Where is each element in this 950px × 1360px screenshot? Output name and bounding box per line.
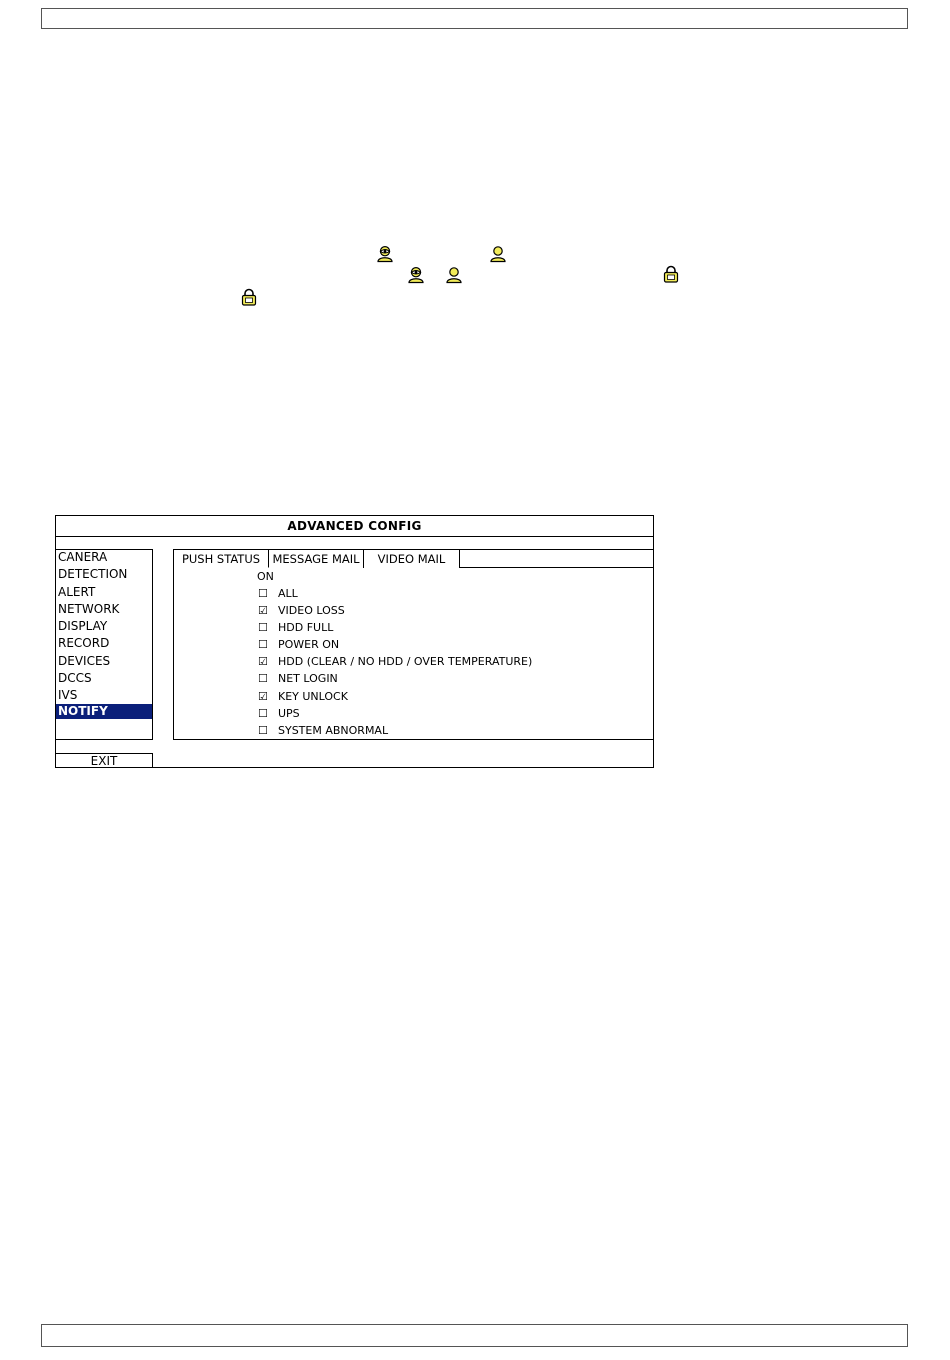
- page-header-bar: [41, 8, 908, 29]
- notify-option-row: [258, 723, 388, 739]
- notify-panel: [173, 549, 654, 740]
- notify-option-row: [258, 654, 532, 670]
- tab-video-mail[interactable]: VIDEO MAIL: [364, 550, 460, 568]
- option-label: SYSTEM ABNORMAL: [278, 724, 389, 737]
- checkbox-power-on[interactable]: ☐: [258, 638, 268, 651]
- menu-item-alert[interactable]: ALERT: [58, 585, 96, 599]
- menu-item-record[interactable]: RECORD: [58, 636, 110, 650]
- operator-user-icon: [489, 245, 507, 263]
- menu-item-detection[interactable]: DETECTION: [58, 567, 128, 581]
- menu-item-ivs[interactable]: IVS: [58, 688, 78, 702]
- notify-option-row: [258, 603, 345, 619]
- menu-item-dccs[interactable]: DCCS: [58, 671, 92, 685]
- config-menu: [56, 549, 153, 740]
- option-label: NET LOGIN: [278, 672, 338, 685]
- supervisor-user-icon: [407, 266, 425, 284]
- supervisor-user-icon: [376, 245, 394, 263]
- notify-option-row: [258, 689, 348, 705]
- title-spacer: [56, 536, 653, 549]
- advanced-config-window: [55, 515, 654, 768]
- checkbox-hdd-status[interactable]: ☑: [258, 655, 268, 668]
- menu-item-notify[interactable]: NOTIFY: [56, 704, 152, 719]
- key-lock-icon: [662, 265, 680, 283]
- notify-option-row: [258, 706, 300, 722]
- option-label: HDD FULL: [278, 621, 334, 634]
- notify-option-row: [258, 586, 298, 602]
- notify-option-row: [258, 671, 338, 687]
- checkbox-key-unlock[interactable]: ☑: [258, 690, 268, 703]
- checkbox-system-abnormal[interactable]: ☐: [258, 724, 268, 737]
- menu-item-devices[interactable]: DEVICES: [58, 654, 111, 668]
- key-lock-icon: [240, 288, 258, 306]
- checkbox-all[interactable]: ☐: [258, 587, 268, 600]
- exit-button[interactable]: EXIT: [56, 753, 153, 768]
- option-label: VIDEO LOSS: [278, 604, 345, 617]
- option-label: HDD (CLEAR / NO HDD / OVER TEMPERATURE): [278, 655, 533, 668]
- checkbox-hdd-full[interactable]: ☐: [258, 621, 268, 634]
- notify-option-row: [258, 637, 339, 653]
- notify-option-row: [258, 620, 333, 636]
- option-label: UPS: [278, 707, 300, 720]
- tab-push-status[interactable]: PUSH STATUS: [174, 550, 269, 568]
- tab-message-mail[interactable]: MESSAGE MAIL: [269, 550, 364, 568]
- operator-user-icon: [445, 266, 463, 284]
- option-label: KEY UNLOCK: [278, 690, 348, 703]
- menu-item-display[interactable]: DISPLAY: [58, 619, 108, 633]
- menu-item-network[interactable]: NETWORK: [58, 602, 120, 616]
- checkbox-net-login[interactable]: ☐: [258, 672, 268, 685]
- option-label: POWER ON: [278, 638, 340, 651]
- option-label: ALL: [278, 587, 298, 600]
- config-title: ADVANCED CONFIG: [56, 516, 653, 537]
- page-footer-bar: [41, 1324, 908, 1347]
- menu-item-camera[interactable]: CANERA: [58, 550, 108, 564]
- checkbox-video-loss[interactable]: ☑: [258, 604, 268, 617]
- on-column-header: ON: [257, 570, 274, 583]
- checkbox-ups[interactable]: ☐: [258, 707, 268, 720]
